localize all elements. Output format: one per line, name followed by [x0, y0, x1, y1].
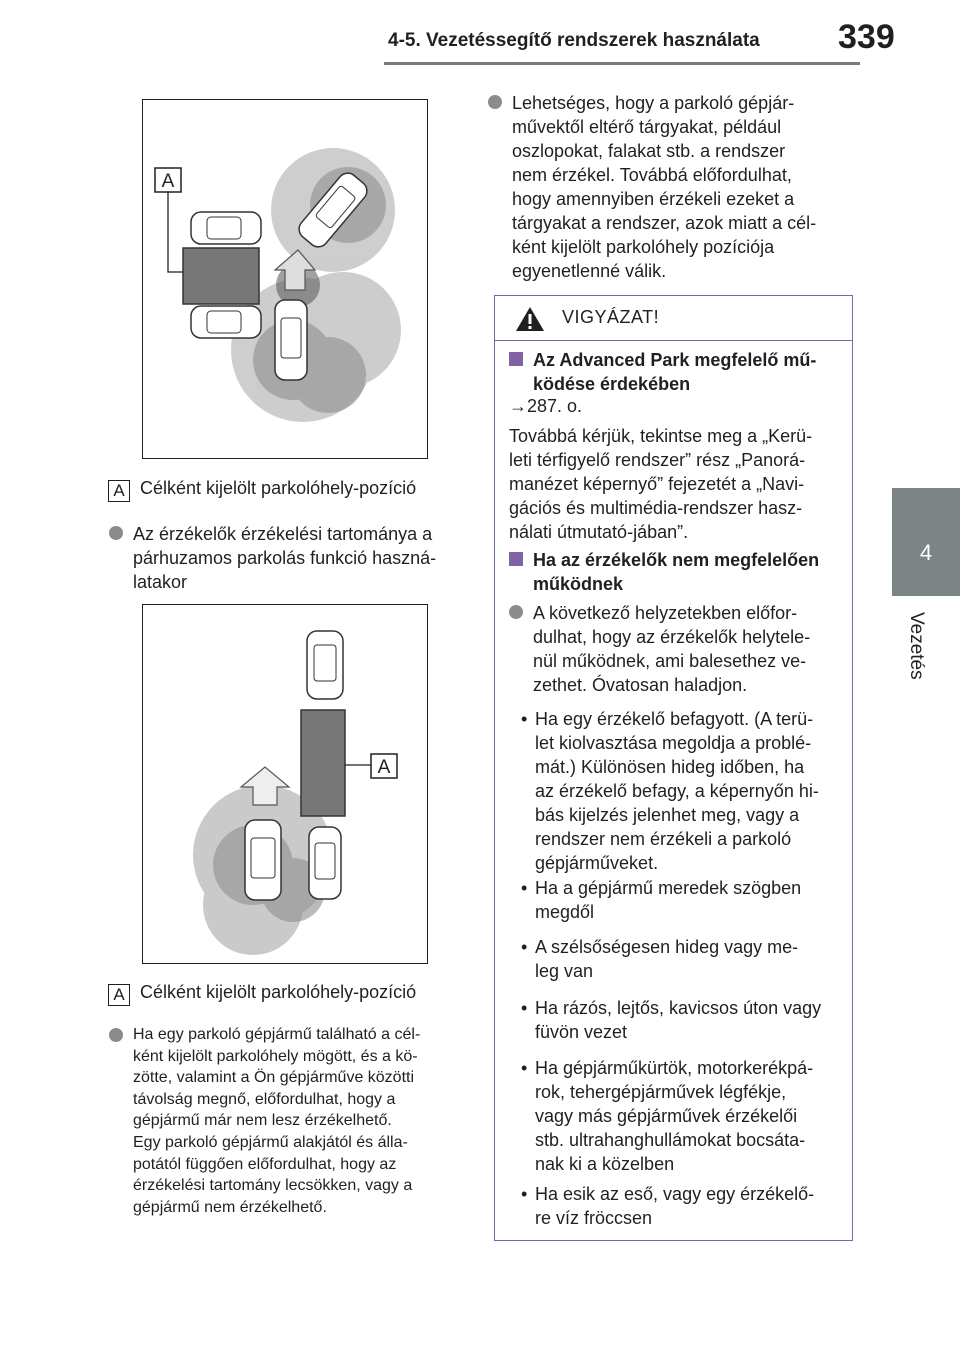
warning-box	[494, 295, 853, 1241]
warning-item	[509, 876, 841, 924]
heading-line: Ha az érzékelők nem megfelelően	[533, 550, 820, 570]
caption-2	[108, 982, 416, 1006]
chapter-label: Vezetés	[906, 612, 927, 680]
text-line: manézet képernyő” fejezetét a „Navi-	[509, 474, 805, 494]
warning-heading-2	[509, 548, 841, 596]
text-line: gációs és multimédia-rendszer hasz-	[509, 498, 803, 518]
text-line: vagy más gépjárművek érzékelői	[535, 1106, 798, 1126]
para2-line: érzékelési tartomány lecsökken, vagy a	[133, 1177, 413, 1195]
text-line: megdől	[535, 902, 595, 922]
para2-line: távolság megnő, előfordulhat, hogy a	[133, 1090, 396, 1108]
text-line: leg van	[535, 961, 594, 981]
heading-line: Az Advanced Park megfelelő mű-	[533, 350, 817, 370]
warning-page-ref[interactable]: →287. o.	[509, 396, 583, 416]
list-point: •	[521, 878, 528, 898]
para3-line: oszlopokat, falakat stb. a rendszer	[512, 141, 786, 161]
para2-line: zötte, valamint a Ön gépjárműve közötti	[133, 1069, 415, 1087]
para3-line: egyenetlenné válik.	[512, 261, 667, 281]
text-line: Ha a gépjármű meredek szögben	[535, 878, 802, 898]
warning-item	[509, 1056, 841, 1176]
figure-sensor-range-target	[142, 99, 428, 459]
bullet-dot	[109, 1028, 123, 1042]
heading-line: ködése érdekében	[533, 374, 691, 394]
text-line: Ha esik az eső, vagy egy érzékelő-	[535, 1184, 815, 1204]
para2-line: gépjármű nem érzékelhető.	[133, 1198, 327, 1216]
para2-line: potától függően előfordulhat, hogy az	[133, 1155, 397, 1173]
paragraph-other-objects	[512, 91, 862, 283]
caption-1-badge: A	[108, 480, 130, 502]
text-line: az érzékelő befagy, a képernyőn hi-	[535, 781, 819, 801]
list-point: •	[521, 1058, 528, 1078]
caption-2-badge: A	[108, 984, 130, 1006]
square-bullet	[509, 552, 523, 566]
list-point: •	[521, 998, 528, 1018]
text-line: leti térfigyelő rendszer” rész „Panorá-	[509, 450, 806, 470]
text-line: zethet. Óvatosan haladjon.	[533, 675, 748, 695]
list-point: •	[521, 937, 528, 957]
warning-item	[509, 935, 841, 983]
text-line: Ha rázós, lejtős, kavicsos úton vagy	[535, 998, 822, 1018]
text-line: füvön vezet	[535, 1022, 628, 1042]
bullet-dot	[488, 95, 502, 109]
warning-item	[509, 996, 841, 1044]
text-line: stb. ultrahanghullámokat bocsáta-	[535, 1130, 806, 1150]
warning-title: VIGYÁZAT!	[562, 307, 660, 327]
warning-triangle-icon	[515, 306, 545, 332]
warning-header	[495, 296, 852, 341]
para1-line: latakor	[133, 572, 188, 592]
para3-line: hogy amennyiben érzékeli ezeket a	[512, 189, 795, 209]
figure-2-label: A	[377, 757, 391, 778]
warning-heading-1	[509, 348, 841, 396]
para2-line: Egy parkoló gépjármű alakjától és álla-	[133, 1133, 408, 1151]
bullet-dot	[509, 605, 523, 619]
para3-line: Lehetséges, hogy a parkoló gépjár-	[512, 93, 795, 113]
para2-line: ként kijelölt parkolóhely mögött, és a kö-	[133, 1047, 418, 1065]
text-line: nül működnek, ami balesethez ve-	[533, 651, 807, 671]
section-title: 4-5. Vezetéssegítő rendszerek használata	[388, 30, 760, 51]
text-line: A szélsőségesen hideg vagy me-	[535, 937, 799, 957]
paragraph-parked-vehicle	[133, 1024, 473, 1218]
text-line: nálati útmutató-jában”.	[509, 522, 689, 542]
figure-parallel-parking-range	[142, 604, 428, 964]
para3-line: ként kijelölt parkolóhely pozíciója	[512, 237, 775, 257]
para3-line: nem érzékel. Továbbá előfordulhat,	[512, 165, 792, 185]
warning-item	[509, 707, 841, 875]
text-line: Ha egy érzékelő befagyott. (A terü-	[535, 709, 814, 729]
square-bullet	[509, 352, 523, 366]
para1-line: párhuzamos parkolás funkció haszná-	[133, 548, 437, 568]
caption-2-text: Célként kijelölt parkolóhely-pozíció	[140, 982, 417, 1002]
para3-line: tárgyakat a rendszer, azok miatt a cél-	[512, 213, 817, 233]
text-line: rok, tehergépjárművek légfékje,	[535, 1082, 787, 1102]
text-line: Továbbá kérjük, tekintse meg a „Kerü-	[509, 426, 813, 446]
para3-line: művektől eltérő tárgyakat, például	[512, 117, 782, 137]
warning-paragraph-1	[509, 424, 841, 544]
list-point: •	[521, 1184, 528, 1204]
chapter-tab[interactable]	[892, 488, 960, 596]
caption-1	[108, 478, 416, 502]
text-line: mát.) Különösen hideg időben, ha	[535, 757, 805, 777]
text-line: Ha gépjárműkürtök, motorkerékpá-	[535, 1058, 814, 1078]
header-rule	[384, 62, 860, 65]
para2-line: gépjármű már nem lesz érzékelhető.	[133, 1112, 392, 1130]
text-line: A következő helyzetekben előfor-	[533, 603, 798, 623]
figure-1-illustration	[143, 100, 427, 458]
page-number: 339	[838, 18, 895, 56]
text-line: let kiolvasztása megoldja a problé-	[535, 733, 812, 753]
bullet-dot	[109, 526, 123, 540]
warning-item	[509, 1182, 841, 1230]
text-line: bás kijelzés jelenhet meg, vagy a	[535, 805, 800, 825]
para2-line: Ha egy parkoló gépjármű található a cél-	[133, 1026, 421, 1043]
text-line: gépjárműveket.	[535, 853, 659, 873]
chapter-number: 4	[919, 540, 933, 565]
heading-line: működnek	[533, 574, 624, 594]
text-line: re víz fröccsen	[535, 1208, 653, 1228]
figure-1-label: A	[161, 171, 175, 192]
paragraph-sensor-range	[133, 522, 473, 594]
text-line: rendszer nem érzékeli a parkoló	[535, 829, 792, 849]
list-point: •	[521, 709, 528, 729]
caption-1-text: Célként kijelölt parkolóhely-pozíció	[140, 478, 417, 498]
warning-paragraph-2	[509, 601, 841, 697]
text-line: dulhat, hogy az érzékelők helytele-	[533, 627, 811, 647]
para1-line: Az érzékelők érzékelési tartománya a	[133, 524, 433, 544]
text-line: nak ki a közelben	[535, 1154, 675, 1174]
figure-2-illustration	[143, 605, 427, 963]
